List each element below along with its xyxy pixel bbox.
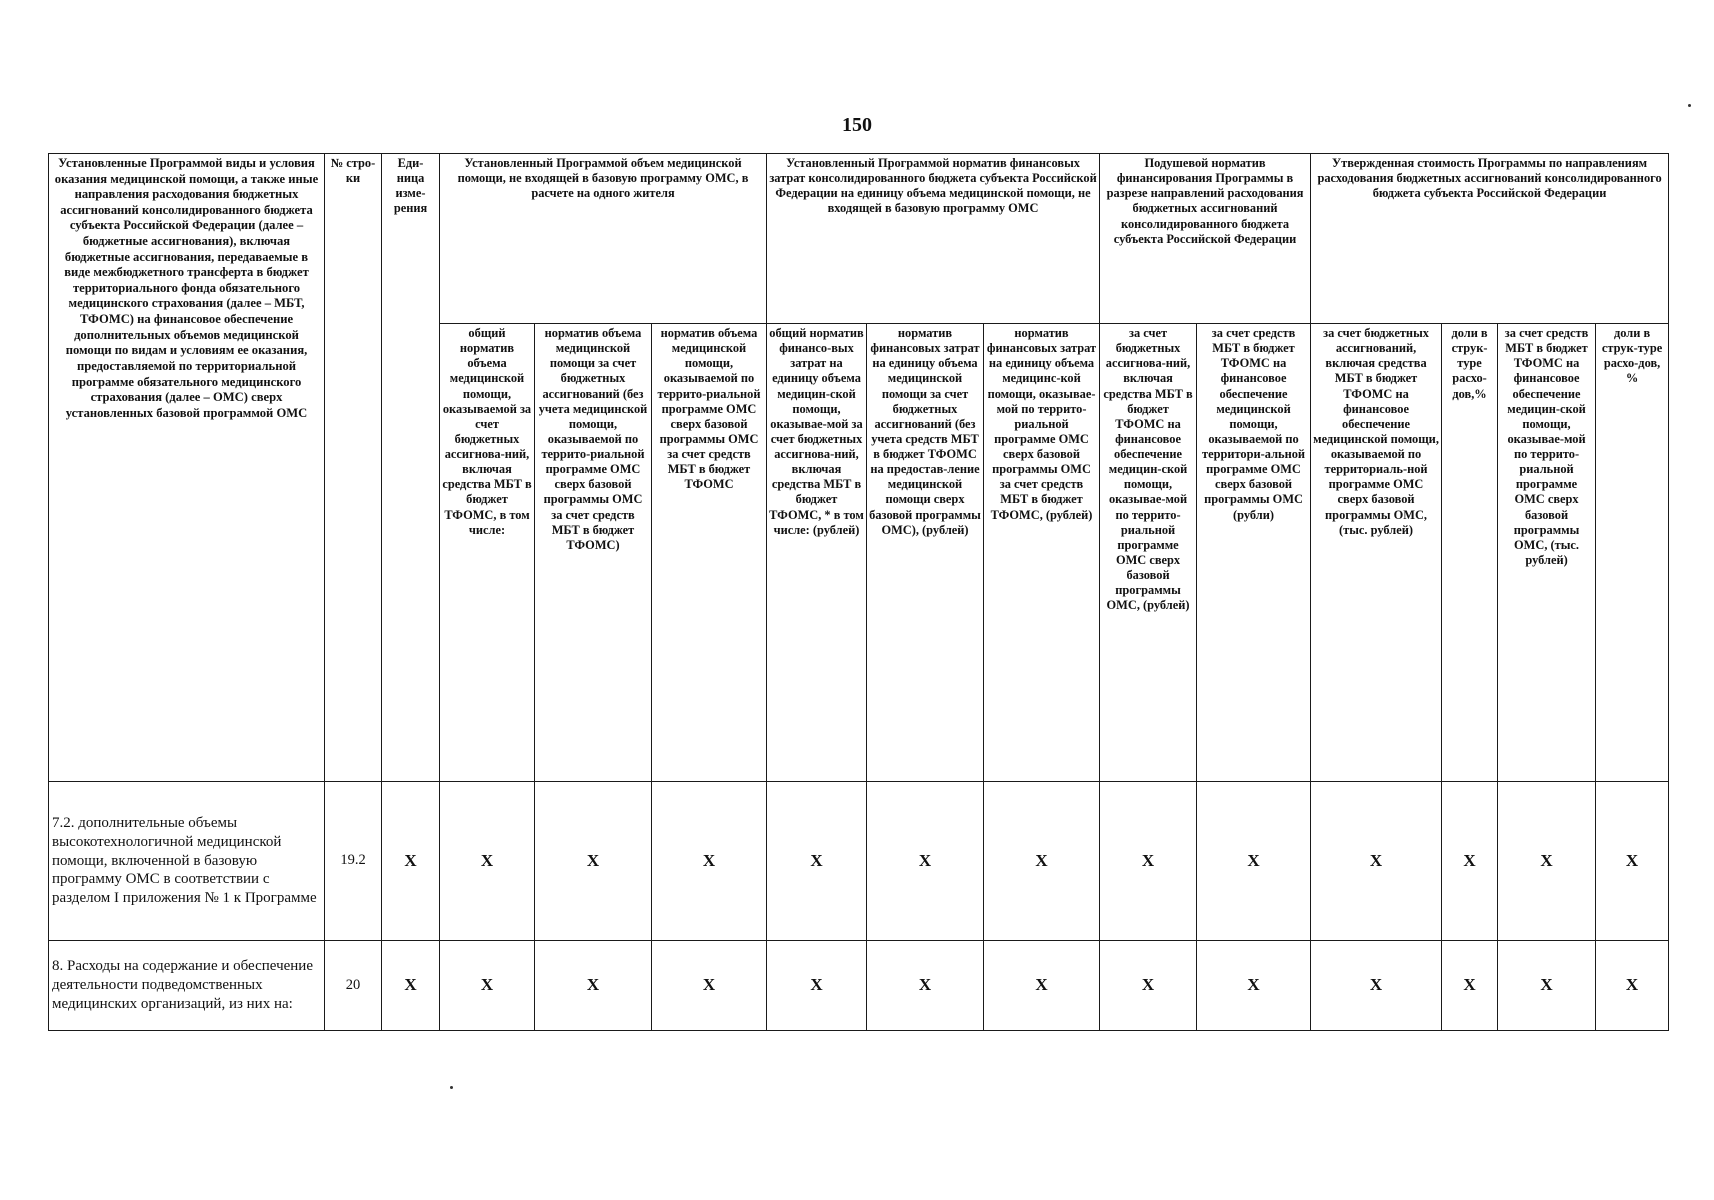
header-sub-2: норматив объема медицинской помощи за счет бюджетных ассигнований (без учета медицинской помощи, оказываемой по террито-риальной программе ОМС сверх базовой программы ОМС за счет средств МБТ в бюджет ТФОМС): [535, 324, 652, 782]
cell-value: X: [1442, 941, 1498, 1031]
table-row: [49, 782, 1669, 941]
cell-value: X: [1596, 782, 1669, 941]
header-unit: Еди-ница изме-рения: [382, 154, 440, 782]
header-sub-6: норматив финансовых затрат на единицу объема медицинс-кой помощи, оказывае-мой по террито-риальной программе ОМС сверх базовой программы ОМС за счет средств МБТ в бюджет ТФОМС, (рублей): [984, 324, 1100, 782]
header-row-groups: [49, 154, 1669, 324]
cell-value: X: [1100, 782, 1197, 941]
header-sub-7: за счет бюджетных ассигнова-ний, включая средства МБТ в бюджет ТФОМС на финансовое обеспечение медицин-ской помощи, оказывае-мой по террито-риальной программе ОМС сверх базовой программы ОМС, (рублей): [1100, 324, 1197, 782]
row-number: 19.2: [325, 782, 382, 941]
header-sub-10: доли в струк-туре расхо-дов,%: [1442, 324, 1498, 782]
cell-value: X: [1197, 941, 1311, 1031]
cell-value: X: [652, 941, 767, 1031]
cell-value: X: [1311, 782, 1442, 941]
cell-value: X: [984, 782, 1100, 941]
header-sub-5: норматив финансовых затрат на единицу объема медицинской помощи за счет бюджетных ассигнований (без учета средств МБТ в бюджет ТФОМС на предостав-ление медицинской помощи сверх базовой программы ОМС), (рублей): [867, 324, 984, 782]
scan-speck: [1688, 104, 1691, 107]
header-group-cost-norm: Установленный Программой норматив финансовых затрат консолидированного бюджета субъекта Российской Федерации на единицу объема медицинской помощи, не входящей в базовую программу ОМС: [767, 154, 1100, 324]
cell-value: X: [1498, 782, 1596, 941]
cell-value: X: [1442, 782, 1498, 941]
program-cost-table: [48, 153, 1669, 1031]
header-group-per-capita: Подушевой норматив финансирования Программы в разрезе направлений расходования бюджетных ассигнований консолидированного бюджета субъекта Российской Федерации: [1100, 154, 1311, 324]
row-label: 8. Расходы на содержание и обеспечение деятельности подведомственных медицинских организаций, из них на:: [49, 941, 325, 1031]
page-number: 150: [842, 114, 872, 136]
header-sub-12: доли в струк-туре расхо-дов, %: [1596, 324, 1669, 782]
cell-value: X: [867, 782, 984, 941]
header-row-number: № стро-ки: [325, 154, 382, 782]
scan-speck: [450, 1086, 453, 1089]
header-group-approved-cost: Утвержденная стоимость Программы по направлениям расходования бюджетных ассигнований консолидированного бюджета субъекта Российской Федерации: [1311, 154, 1669, 324]
cell-value: X: [1311, 941, 1442, 1031]
header-group-volume: Установленный Программой объем медицинской помощи, не входящей в базовую программу ОМС, в расчете на одного жителя: [440, 154, 767, 324]
cell-value: X: [440, 941, 535, 1031]
row-unit: X: [382, 941, 440, 1031]
header-sub-9: за счет бюджетных ассигнований, включая средства МБТ в бюджет ТФОМС на финансовое обеспечение медицинской помощи, оказываемой по территориаль-ной программе ОМС сверх базовой программы ОМС, (тыс. рублей): [1311, 324, 1442, 782]
row-number: 20: [325, 941, 382, 1031]
cell-value: X: [440, 782, 535, 941]
cell-value: X: [867, 941, 984, 1031]
cell-value: X: [652, 782, 767, 941]
header-sub-8: за счет средств МБТ в бюджет ТФОМС на финансовое обеспечение медицинской помощи, оказываемой по территори-альной программе ОМС сверх базовой программы ОМС (рубли): [1197, 324, 1311, 782]
header-sub-3: норматив объема медицинской помощи, оказываемой по террито-риальной программе ОМС сверх базовой программы ОМС за счет средств МБТ в бюджет ТФОМС: [652, 324, 767, 782]
header-description: Установленные Программой виды и условия оказания медицинской помощи, а также иные направления расходования бюджетных ассигнований консолидированного бюджета субъекта Российской Федерации (далее – бюджетные ассигнования), включая бюджетные ассигнования, передаваемые в виде межбюджетного трансферта в бюджет территориального фонда обязательного медицинского страхования (далее – МБТ, ТФОМС) на финансовое обеспечение дополнительных объемов медицинской помощи по видам и условиям ее оказания, предоставляемой по территориальной программе обязательного медицинского страхования (далее – ОМС) сверх установленных базовой программой ОМС: [49, 154, 325, 782]
header-sub-1: общий норматив объема медицинской помощи, оказываемой за счет бюджетных ассигнова-ний, включая средства МБТ в бюджет ТФОМС, в том числе:: [440, 324, 535, 782]
cell-value: X: [1197, 782, 1311, 941]
cell-value: X: [767, 941, 867, 1031]
header-sub-11: за счет средств МБТ в бюджет ТФОМС на финансовое обеспечение медицин-ской помощи, оказывае-мой по террито-риальной программе ОМС сверх базовой программы ОМС, (тыс. рублей): [1498, 324, 1596, 782]
cell-value: X: [535, 782, 652, 941]
cell-value: X: [1100, 941, 1197, 1031]
cell-value: X: [535, 941, 652, 1031]
row-label: 7.2. дополнительные объемы высокотехнологичной медицинской помощи, включенной в базовую программу ОМС в соответствии с разделом I приложения № 1 к Программе: [49, 782, 325, 941]
cell-value: X: [1596, 941, 1669, 1031]
cell-value: X: [767, 782, 867, 941]
table-row: [49, 941, 1669, 1031]
header-sub-4: общий норматив финансо-вых затрат на единицу объема медицин-ской помощи, оказывае-мой за счет бюджетных ассигнова-ний, включая средства МБТ в бюджет ТФОМС, * в том числе: (рублей): [767, 324, 867, 782]
cell-value: X: [984, 941, 1100, 1031]
cell-value: X: [1498, 941, 1596, 1031]
row-unit: X: [382, 782, 440, 941]
